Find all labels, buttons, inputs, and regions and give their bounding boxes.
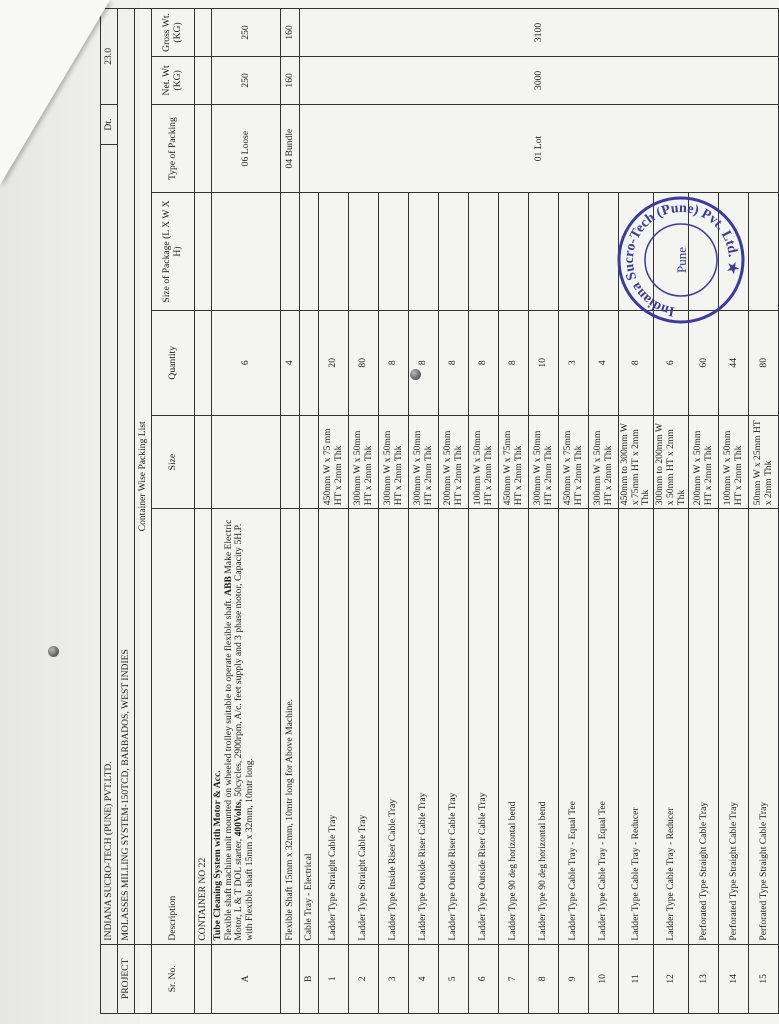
row-description: Ladder Type 90 deg horizontal bend [499,509,529,944]
row-description: Ladder Type Cable Tray - Equal Tee [559,509,589,944]
column-header-row [152,9,195,1014]
flexible-shaft-row [281,9,300,1014]
shaft-gross-wt: 160 [281,9,300,57]
row-quantity: 8 [469,310,499,415]
row-quantity: 44 [719,310,749,415]
col-quantity: Quantity [152,310,195,415]
project-value: MOLASSES MILLING SYSTEM-150TCD, BARBADOS, WEST INDIES [118,9,135,945]
item-a-packing: 06 Loose [212,104,281,193]
row-sr-no: 7 [499,944,529,1013]
row-description: Ladder Type Straight Cable Tray [349,509,379,944]
item-b-sr: B [300,944,319,1013]
lot-gross-wt: 3100 [300,9,779,57]
container-row [195,9,212,1014]
row-description: Ladder Type Outside Riser Cable Tray [469,509,499,944]
col-net-wt: Net. Wt (KG) [152,56,195,104]
row-package-size [319,193,349,310]
row-description: Ladder Type Outside Riser Cable Tray [439,509,469,944]
row-size: 300mm to 200mm W x 50mm HT x 2mm Thk [654,415,689,508]
date-value: 23.0 [101,9,118,105]
col-sr-no: Sr. No. [152,944,195,1013]
row-sr-no: 5 [439,944,469,1013]
row-size: 450mm W x 75mm HT x 2mm Thk [499,415,529,508]
packing-list-table [100,8,779,1014]
row-description: Ladder Type Outside Riser Cable Tray [409,509,439,944]
row-sr-no: 8 [529,944,559,1013]
lot-net-wt: 3000 [300,56,779,104]
col-gross-wt: Gross Wt. (KG) [152,9,195,57]
item-a-gross-wt: 250 [212,9,281,57]
col-size-of-package: Size of Package (L X W X H) [152,193,195,310]
row-quantity: 8 [439,310,469,415]
row-quantity: 8 [409,310,439,415]
row-size: 100mm W x 50mm HT x 2mm Thk [719,415,749,508]
shaft-packing: 04 Bundle [281,104,300,193]
row-sr-no: 13 [689,944,719,1013]
row-description: Ladder Type Straight Cable Tray [319,509,349,944]
stamp-center-text: Pune [674,247,689,273]
row-sr-no: 15 [749,944,779,1013]
row-quantity: 80 [349,310,379,415]
project-label: PROJECT [118,944,135,1013]
packing-list-sheet [100,8,772,1014]
row-quantity: 80 [749,310,779,415]
row-size: 450mm W x 75 mm HT x 2mm Thk [319,415,349,508]
row-description: Ladder Type Inside Riser Cable Tray [379,509,409,944]
item-a-net-wt: 250 [212,56,281,104]
row-size: 300mm W x 50mm HT x 2mm Thk [409,415,439,508]
folded-page-corner [0,0,110,185]
container-label: CONTAINER NO 22 [195,509,212,944]
row-package-size [349,193,379,310]
list-title: Container Wise Packing List [135,9,152,945]
row-quantity: 60 [689,310,719,415]
row-size: 300mm W x 50mm HT x 2mm Thk [589,415,619,508]
row-description: Ladder Type Cable Tray - Equal Tee [589,509,619,944]
row-quantity: 8 [619,310,654,415]
stamp-ring-text: Indiana Sucro-Tech (Pune) Pvt. Ltd. ★ [621,200,741,319]
row-package-size [379,193,409,310]
row-package-size [439,193,469,310]
list-title-row [135,9,152,1014]
lot-packing: 01 Lot [300,104,779,193]
row-sr-no: 2 [349,944,379,1013]
row-description: Perforated Type Straight Cable Tray [749,509,779,944]
row-package-size [499,193,529,310]
row-sr-no: 9 [559,944,589,1013]
row-package-size [589,193,619,310]
row-sr-no: 14 [719,944,749,1013]
row-package-size [409,193,439,310]
row-quantity: 4 [589,310,619,415]
row-package-size [559,193,589,310]
row-package-size [469,193,499,310]
row-size: 450mm W x 75mm HT x 2mm Thk [559,415,589,508]
shaft-description: Flexible Shaft 15mm x 32mm, 10mtr long for Above Machine. [281,509,300,944]
row-sr-no: 4 [409,944,439,1013]
row-sr-no: 10 [589,944,619,1013]
item-a-title: Tube Cleaning System with Motor & Acc. [212,770,223,941]
row-description: Ladder Type Cable Tray - Reducer [654,509,689,944]
row-sr-no: 6 [469,944,499,1013]
row-size: 200mm W x 50mm HT x 2mm Thk [689,415,719,508]
row-quantity: 10 [529,310,559,415]
row-package-size [749,193,779,310]
item-a-quantity: 6 [212,310,281,415]
row-sr-no: 12 [654,944,689,1013]
row-size: 300mm W x 50mm HT x 2mm Thk [529,415,559,508]
company-name: INDIANA SUCRO-TECH (PUNE) PVT.LTD. [101,145,118,944]
item-a-description [212,509,281,944]
row-quantity: 6 [654,310,689,415]
item-b-title: Cable Tray - Electrical [300,509,319,944]
row-size: 450mm to 300mm W x 75mm HT x 2mm Thk [619,415,654,508]
row-quantity: 8 [499,310,529,415]
date-label: Dt. [101,104,118,145]
row-description: Perforated Type Straight Cable Tray [689,509,719,944]
row-quantity: 3 [559,310,589,415]
col-size: Size [152,415,195,508]
row-size: 300mm W x 50mm HT x 2mm Thk [379,415,409,508]
row-size: 200mm W x 50mm HT x 2mm Thk [439,415,469,508]
shaft-net-wt: 160 [281,56,300,104]
row-description: Ladder Type 90 deg horizontal bend [529,509,559,944]
row-description: Perforated Type Straight Cable Tray [719,509,749,944]
col-description: Description [152,509,195,944]
row-sr-no: 3 [379,944,409,1013]
item-a-details: Flexible shaft machine unit mounted on wheeled trolley suitable to operate flexible shaft. ABB Make Electric Motor, L & T DOL starter, 400Volts, 50cycles, 2900rpm, A/c. feet supply and 3 phase motor, Capacity 5H.P. with Flexible shaft 15mm x 32mm, 10mtr long. [222,519,256,941]
row-quantity: 8 [379,310,409,415]
row-package-size [529,193,559,310]
punch-hole [48,646,59,657]
item-a-sr: A [212,944,281,1013]
row-sr-no: 1 [319,944,349,1013]
company-stamp [615,194,747,326]
item-b-row [300,9,319,1014]
row-size: 50mm W x 25mm HT x 2mm Thk [749,415,779,508]
project-row [118,9,135,1014]
row-size: 300mm W x 50mm HT x 2mm Thk [349,415,379,508]
row-description: Ladder Type Cable Tray - Reducer [619,509,654,944]
col-type-of-packing: Type of Packing [152,104,195,193]
row-size: 100mm W x 50mm HT x 2mm Thk [469,415,499,508]
shaft-quantity: 4 [281,310,300,415]
row-quantity: 20 [319,310,349,415]
item-a-row [212,9,281,1014]
row-sr-no: 11 [619,944,654,1013]
